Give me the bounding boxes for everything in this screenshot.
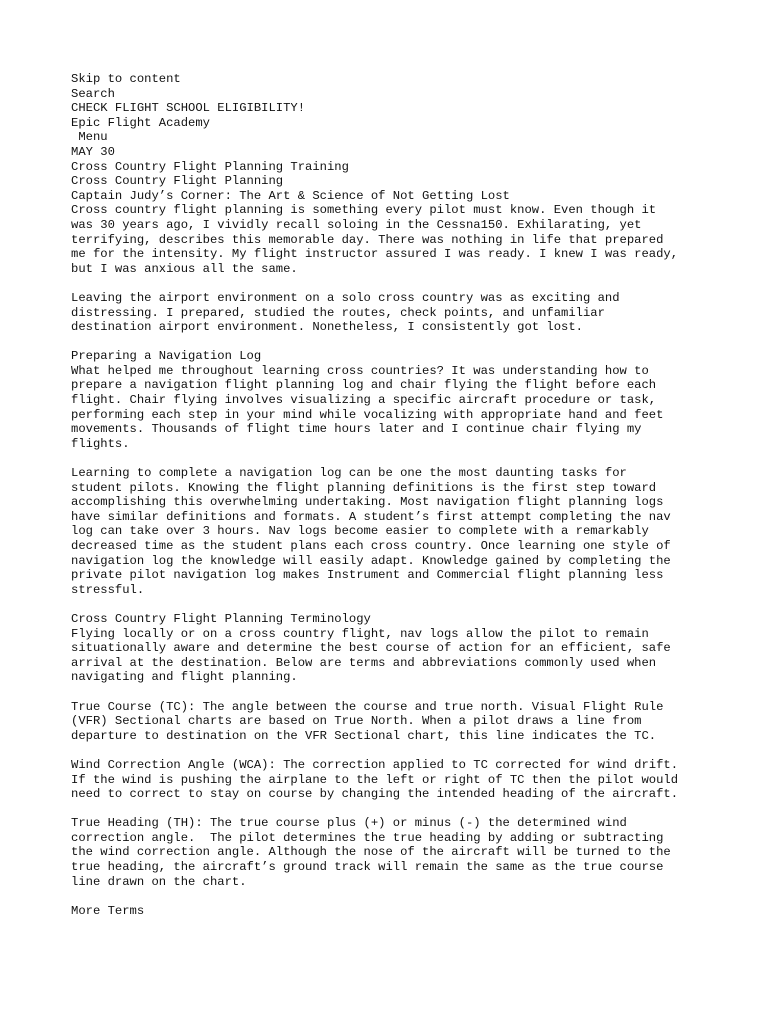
paragraph: Preparing a Navigation Log What helped me throughout learning cross countries? It was understanding how to prepare a navigation flight planning log and chair flying the flight before each flight. Chair flying involves visualizing a specific aircraft procedure or task, performing each step in your mind while vocalizing with appropriate hand and feet movements. Thousands of flight time hours later and I continue chair flying my flights.	[71, 349, 664, 451]
post-date: MAY 30	[71, 144, 115, 159]
post-byline: Captain Judy’s Corner: The Art & Science of Not Getting Lost	[71, 188, 510, 203]
page-content	[71, 72, 731, 933]
paragraph: Wind Correction Angle (WCA): The correction applied to TC corrected for wind drift. If the wind is pushing the airplane to the left or right of TC then the pilot would need to correct to stay on course by changing the intended heading of the aircraft.	[71, 757, 679, 802]
skip-to-content-link[interactable]: Skip to content	[71, 72, 181, 86]
paragraph: True Heading (TH): The true course plus (+) or minus (-) the determined wind correction angle. The pilot determines the true heading by adding or subtracting the wind correction angle. Although the nose of the aircraft will be turned to the true heading, the aircraft’s ground track will remain the same as the true course line drawn on the chart.	[71, 816, 671, 889]
post-subtitle: Cross Country Flight Planning	[71, 174, 284, 189]
paragraph: True Course (TC): The angle between the course and true north. Visual Flight Rule (VFR) Sectional charts are based on True North. When a pilot draws a line from departure to destination on the VFR Sectional chart, this line indicates the TC.	[71, 699, 664, 743]
post-title: Cross Country Flight Planning Training	[71, 159, 349, 174]
eligibility-link[interactable]: CHECK FLIGHT SCHOOL ELIGIBILITY!	[71, 101, 306, 116]
paragraph: Leaving the airport environment on a solo cross country was as exciting and distressing. I prepared, studied the routes, check points, and unfamiliar destination airport environment. Nonetheless, I consistently got lost.	[71, 290, 620, 335]
paragraph: Learning to complete a navigation log can be one the most daunting tasks for student pilots. Knowing the flight planning definitions is the first step toward accomplishing this overwhelming undertaking. Most navigation flight planning logs have similar definitions and formats. A student’s first attempt completing the nav log can take over 3 hours. Nav logs become easier to complete with a remarkably decreased time as the student plans each cross country. Once learning one style of navigation log the knowledge will easily adapt. Knowledge gained by completing the private pilot navigation log makes Instrument and Commercial flight planning less stressful.	[71, 466, 671, 597]
paragraph: Cross Country Flight Planning Terminology Flying locally or on a cross country flight, nav logs allow the pilot to remain situationally aware and determine the best course of action for an efficient, safe arrival at the destination. Below are terms and abbreviations commonly used when navigating and flight planning.	[71, 611, 671, 685]
paragraph: Cross country flight planning is something every pilot must know. Even though it was 30 years ago, I vividly recall soloing in the Cessna150. Exhilarating, yet terrifying, describes this memorable day. There was nothing in life that prepared me for the intensity. My flight instructor assured I was ready. I knew I was ready, but I was anxious all the same.	[71, 203, 679, 276]
search-link[interactable]: Search	[71, 86, 115, 101]
more-terms-heading: More Terms	[71, 903, 145, 918]
menu-button[interactable]: Menu	[71, 130, 108, 145]
site-name[interactable]: Epic Flight Academy	[71, 115, 210, 130]
